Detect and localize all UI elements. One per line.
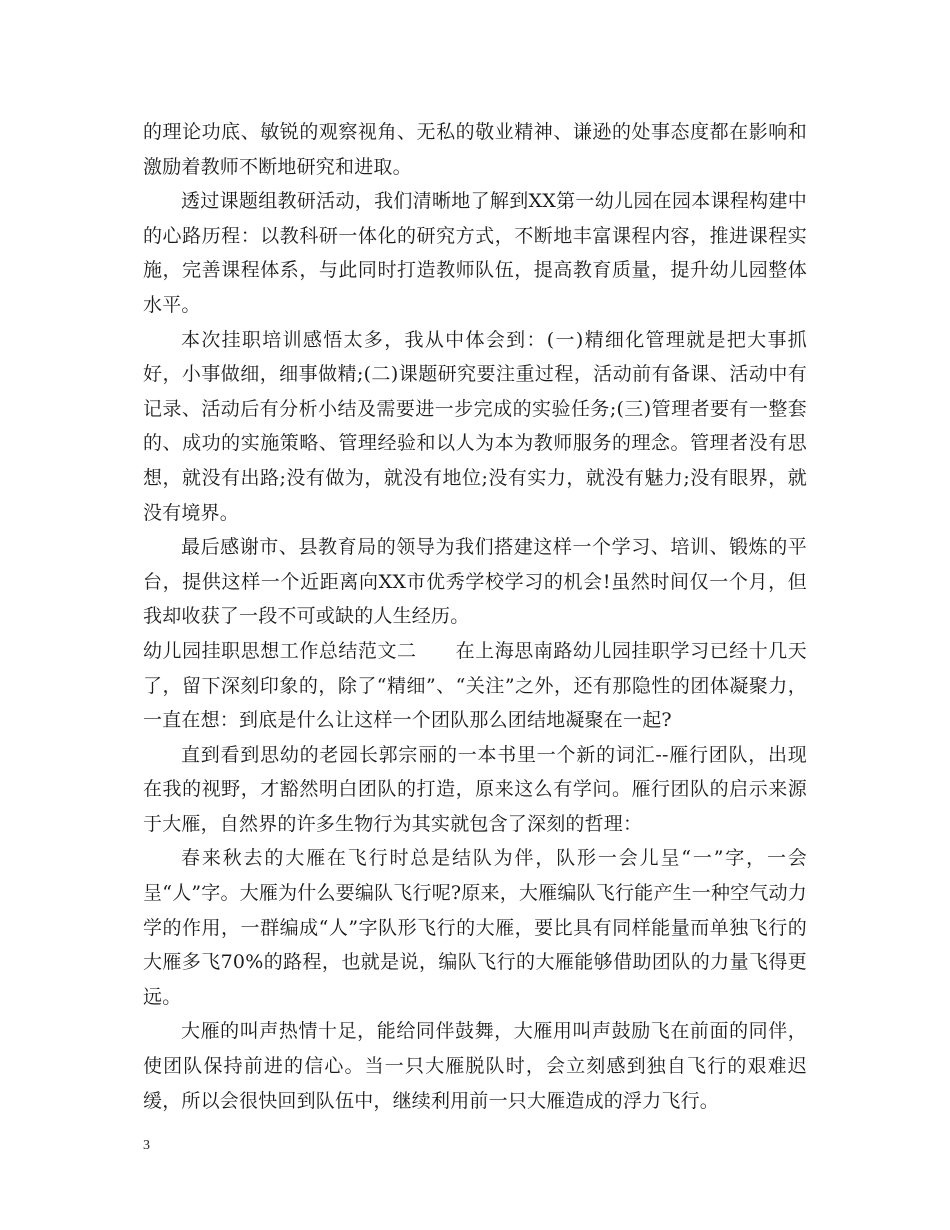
paragraph-2: 透过课题组教研活动，我们清晰地了解到XX第一幼儿园在园本课程构建中的心路历程：以教科研一体化的研究方式，不断地丰富课程内容，推进课程实施，完善课程体系，与此同时打造教师队伍，提高教育质量，提升幼儿园整体水平。 [143, 190, 807, 316]
paragraph-6: 直到看到思幼的老园长郭宗丽的一本书里一个新的词汇--雁行团队，出现在我的视野，才豁然明白团队的打造，原来这么有学问。雁行团队的启示来源于大雁，自然界的许多生物行为其实就包含了深刻的哲理： [143, 743, 807, 835]
document-body [143, 115, 807, 1118]
section-heading-paragraph: 幼儿园挂职思想工作总结范文二 在上海思南路幼儿园挂职学习已经十几天了，留下深刻印象的，除了“精细”、“关注”之外，还有那隐性的团体凝聚力，一直在想：到底是什么让这样一个团队那么团结地凝聚在一起? [143, 639, 807, 732]
paragraph-3: 本次挂职培训感悟太多，我从中体会到：(一)精细化管理就是把大事抓好，小事做细，细事做精;(二)课题研究要注重过程，活动前有备课、活动中有记录、活动后有分析小结及需要进一步完成的实验任务;(三)管理者要有一整套的、成功的实施策略、管理经验和以人为本为教师服务的理念。管理者没有思想，就没有出路;没有做为，就没有地位;没有实力，就没有魅力;没有眼界，就没有境界。 [143, 328, 807, 524]
paragraph-4: 最后感谢市、县教育局的领导为我们搭建这样一个学习、培训、锻炼的平台，提供这样一个近距离向XX市优秀学校学习的机会!虽然时间仅一个月，但我却收获了一段不可或缺的人生经历。 [143, 536, 807, 628]
paragraph-7: 春来秋去的大雁在飞行时总是结队为伴，队形一会儿呈“一”字，一会呈“人”字。大雁为什么要编队飞行呢?原来，大雁编队飞行能产生一种空气动力学的作用，一群编成“人”字队形飞行的大雁，要比具有同样能量而单独飞行的大雁多飞70%的路程，也就是说，编队飞行的大雁能够借助团队的力量飞得更远。 [143, 847, 807, 1008]
page-number: 3 [143, 1138, 150, 1153]
paragraph-1: 的理论功底、敏锐的观察视角、无私的敬业精神、谦逊的处事态度都在影响和激励着教师不断地研究和进取。 [143, 121, 807, 178]
paragraph-8: 大雁的叫声热情十足，能给同伴鼓舞，大雁用叫声鼓励飞在前面的同伴，使团队保持前进的信心。当一只大雁脱队时，会立刻感到独自飞行的艰难迟缓，所以会很快回到队伍中，继续利用前一只大雁造成的浮力飞行。 [143, 1020, 807, 1112]
